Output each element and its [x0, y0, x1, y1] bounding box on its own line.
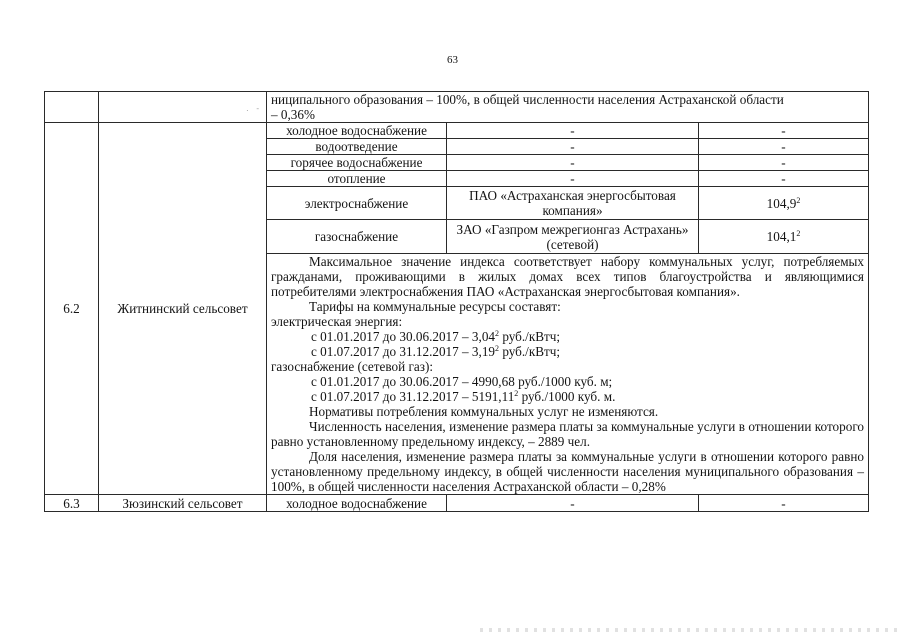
municipality-name: Житнинский сельсовет [99, 123, 267, 495]
footnote-mark: 2 [495, 329, 500, 338]
tariff-table [44, 91, 869, 512]
service-provider: - [447, 495, 699, 512]
continuation-line-1: ниципального образования – 100%, в общей численности населения Астраханской области [271, 92, 784, 107]
tariffs-intro: Тарифы на коммунальные ресурсы составят: [309, 299, 561, 314]
footnote-mark: 2 [514, 389, 519, 398]
municipality-name: Зюзинский сельсовет [99, 495, 267, 512]
service-name: электроснабжение [267, 187, 447, 220]
service-row [45, 123, 869, 139]
footnote-mark: 2 [796, 195, 801, 205]
service-name: горячее водоснабжение [267, 155, 447, 171]
service-index-cell [699, 220, 869, 254]
electricity-tariff-2 [271, 344, 864, 359]
service-provider: - [447, 171, 699, 187]
service-index: 104,1 [766, 229, 797, 244]
electricity-label: электрическая энергия: [271, 314, 403, 329]
continuation-text-cell [267, 92, 869, 123]
service-name: водоотведение [267, 139, 447, 155]
electricity-tariff-1-text: с 01.01.2017 до 30.06.2017 – 3,04 [311, 329, 496, 344]
service-name: отопление [267, 171, 447, 187]
service-index: - [699, 171, 869, 187]
service-index: - [699, 123, 869, 139]
service-index: 104,9 [766, 195, 797, 211]
continuation-name-cell [99, 92, 267, 123]
gas-tariff-1: с 01.01.2017 до 30.06.2017 – 4990,68 руб./1000 куб. м; [311, 374, 613, 389]
electricity-tariff-1-unit: руб./кВтч; [499, 329, 561, 344]
notes-text-cell [267, 254, 869, 495]
service-provider: ПАО «Астраханская энергосбытовая компания» [447, 187, 699, 220]
electricity-tariff-2-unit: руб./кВтч; [499, 344, 561, 359]
electricity-tariff-1 [271, 329, 864, 344]
service-row [45, 495, 869, 512]
scan-artifact [480, 628, 900, 632]
scan-mark: . - [246, 103, 262, 113]
gas-tariff-2-unit: руб./1000 куб. м. [518, 389, 616, 404]
service-provider: - [447, 139, 699, 155]
continuation-line-2: – 0,36% [271, 107, 315, 122]
service-index: - [699, 155, 869, 171]
page-number: 63 [447, 54, 458, 66]
service-name: газоснабжение [267, 220, 447, 254]
continuation-number-cell [45, 92, 99, 123]
norms-paragraph: Нормативы потребления коммунальных услуг не изменяются. [309, 404, 659, 419]
section-number: 6.2 [45, 123, 99, 495]
gas-tariff-2 [271, 389, 864, 404]
service-index-cell [699, 187, 869, 220]
service-index: - [699, 139, 869, 155]
population-share-paragraph: Доля населения, изменение размера платы за коммунальные услуги в отношении которого равно установленному предельному индексу, в общей численности населения муниципального образования – 100%, в общей численности населения Астраханской области – 0,28% [271, 449, 865, 494]
continuation-row [45, 92, 869, 123]
service-provider: - [447, 155, 699, 171]
service-name: холодное водоснабжение [267, 123, 447, 139]
service-name: холодное водоснабжение [267, 495, 447, 512]
max-index-paragraph: Максимальное значение индекса соответствует набору коммунальных услуг, потребляемых гражданами, проживающими в жилых домах всех типов благоустройства и являющимися потребителями электроснабжения ПАО «Астраханская энергосбытовая компания». [271, 254, 865, 299]
footnote-mark: 2 [495, 344, 500, 353]
population-count-paragraph: Численность населения, изменение размера платы за коммунальные услуги в отношении которого равно установленному предельному индексу, – 2889 чел. [271, 419, 865, 449]
section-number: 6.3 [45, 495, 99, 512]
service-index: - [699, 495, 869, 512]
gas-tariff-2-text: с 01.07.2017 до 31.12.2017 – 5191,11 [311, 389, 515, 404]
electricity-tariff-2-text: с 01.07.2017 до 31.12.2017 – 3,19 [311, 344, 496, 359]
service-provider: - [447, 123, 699, 139]
footnote-mark: 2 [796, 229, 801, 238]
gas-label: газоснабжение (сетевой газ): [271, 359, 434, 374]
service-provider: ЗАО «Газпром межрегионгаз Астрахань» (сетевой) [447, 220, 699, 254]
